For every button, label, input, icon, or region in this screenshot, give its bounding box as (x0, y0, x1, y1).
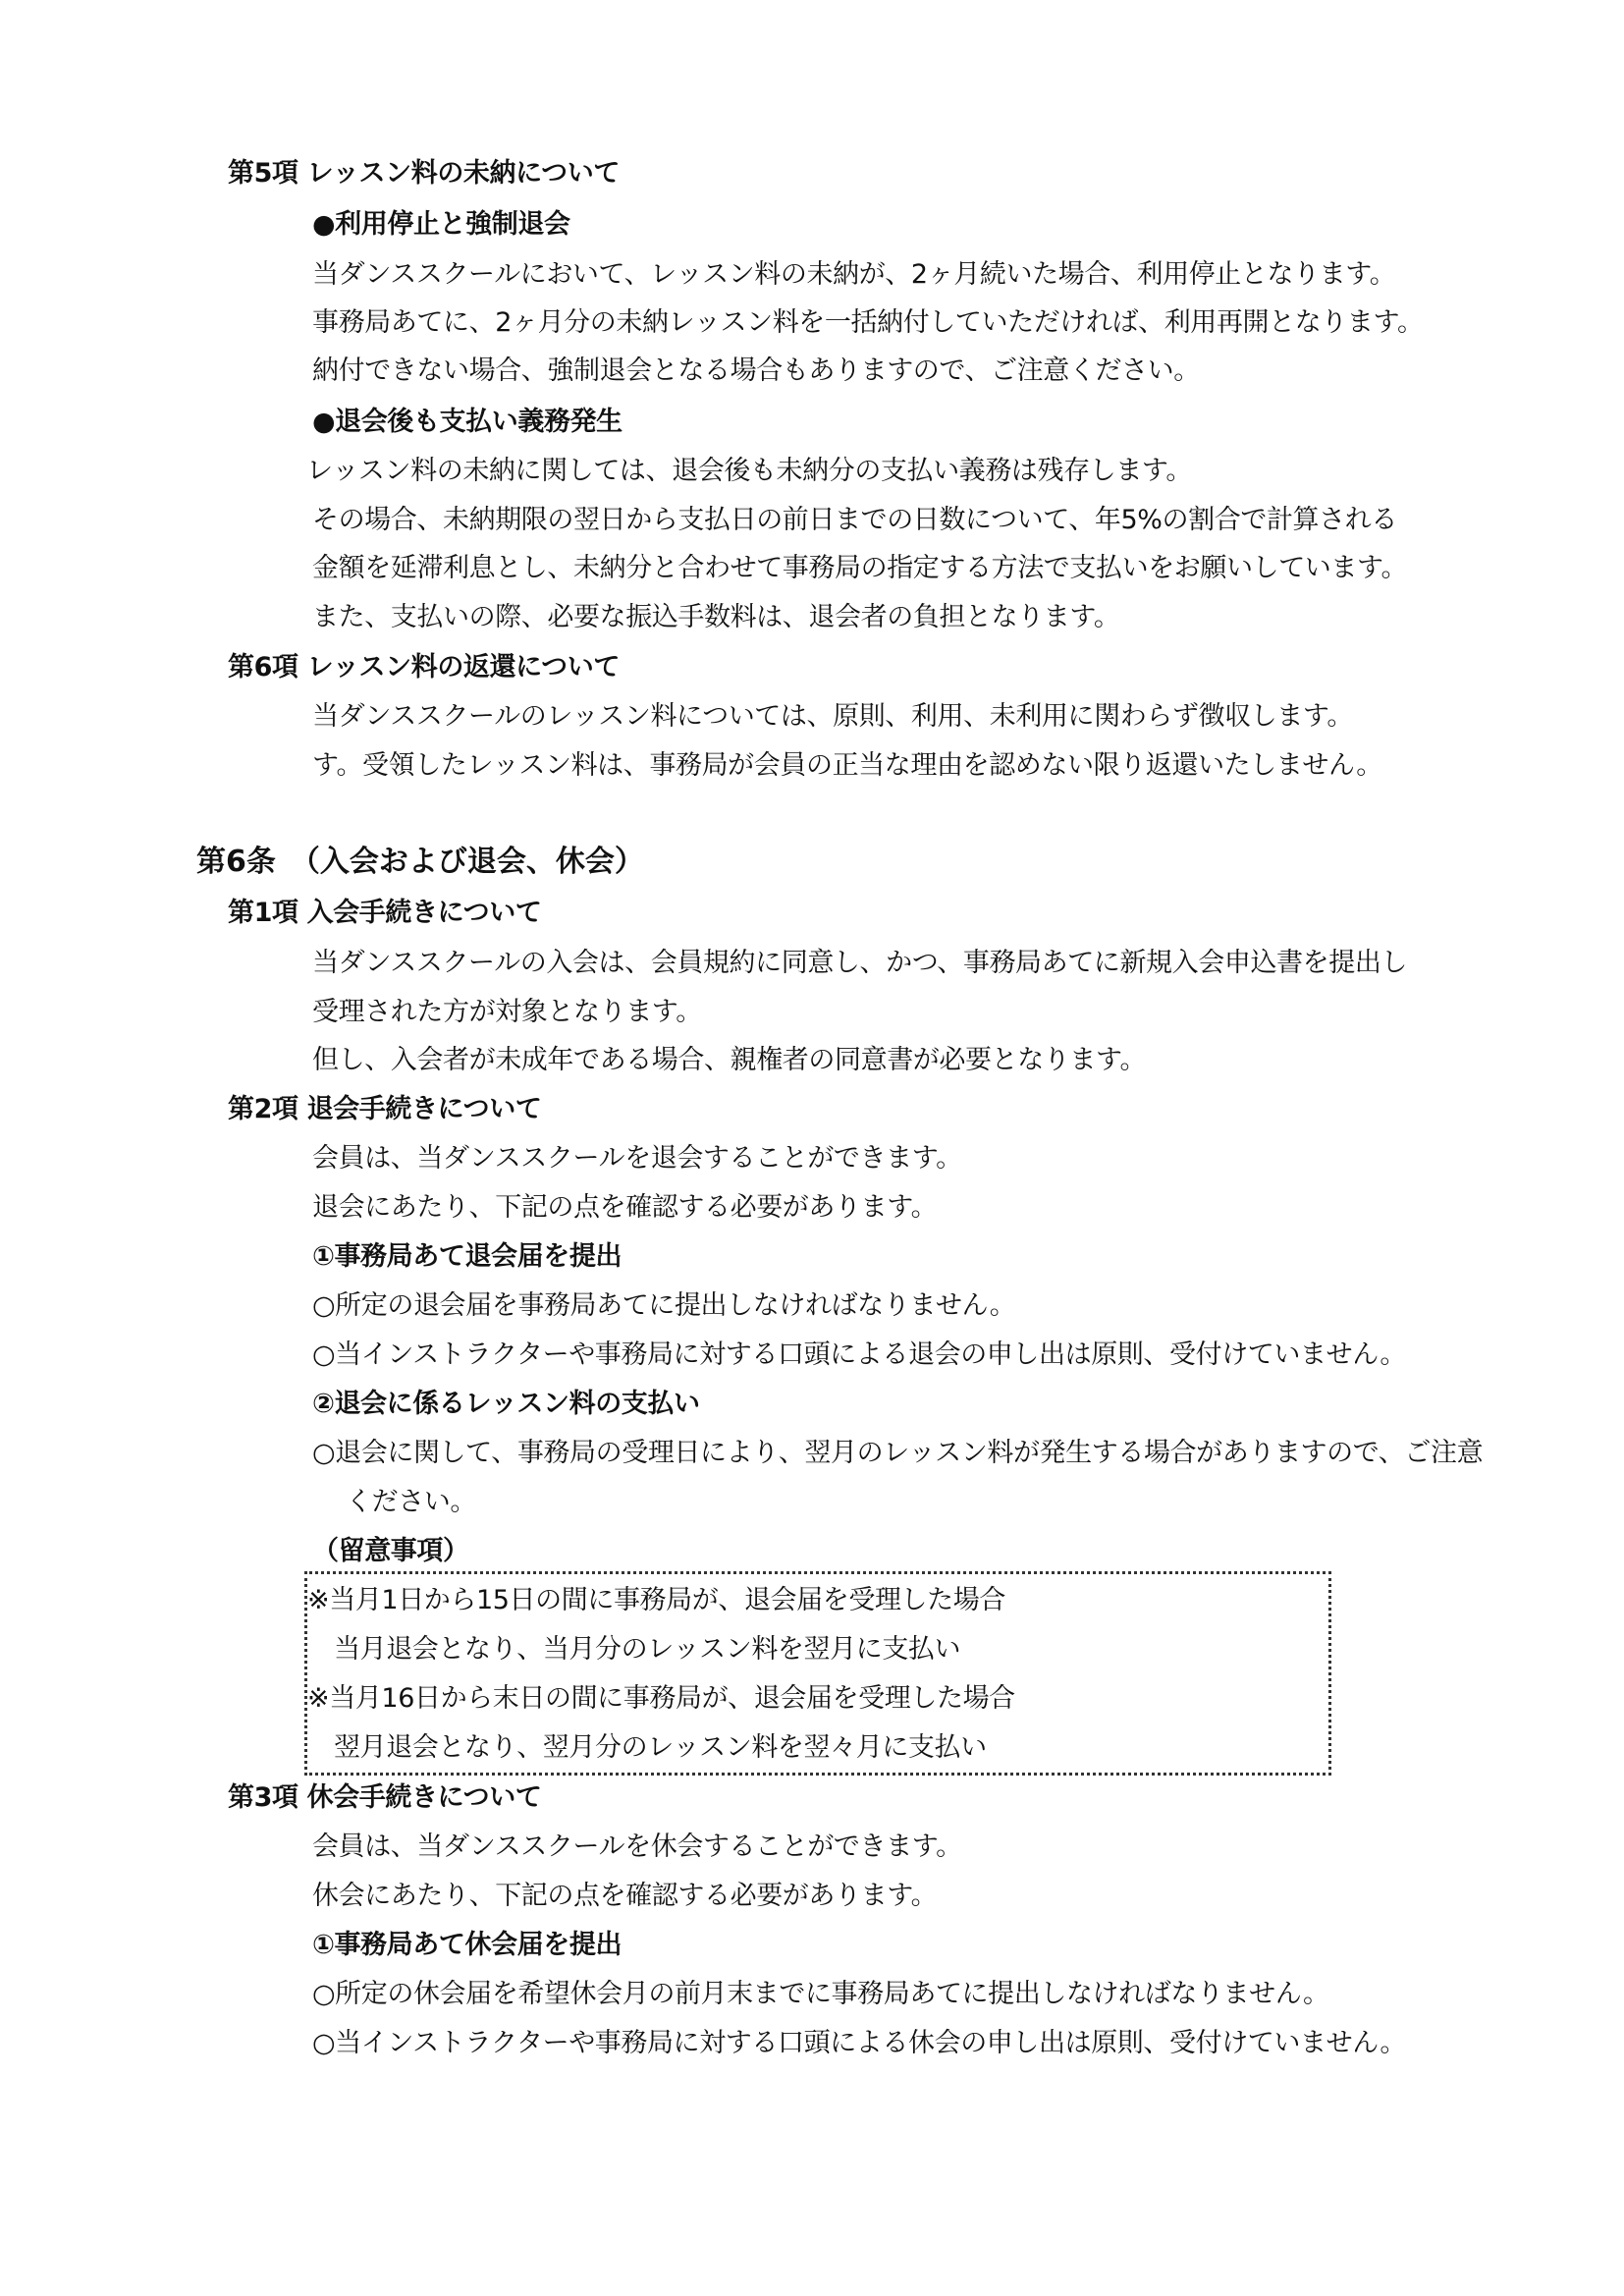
subsection-heading: ●利用停止と強制退会 (312, 209, 570, 240)
paragraph-line: 退会にあたり、下記の点を確認する必要があります。 (312, 1192, 938, 1223)
paragraph-line: 当ダンススクールの入会は、会員規約に同意し、かつ、事務局あてに新規入会申込書を提出し (312, 948, 1408, 978)
section-heading: 第5項 レッスン料の未納について (228, 158, 620, 189)
paragraph-line: 会員は、当ダンススクールを退会することができます。 (312, 1143, 962, 1174)
paragraph-line: 休会にあたり、下記の点を確認する必要があります。 (312, 1881, 938, 1911)
section-heading: 第1項 入会手続きについて (228, 898, 542, 928)
bullet-line: ○所定の休会届を希望休会月の前月末までに事務局あてに提出しなければなりません。 (312, 1979, 1329, 2009)
article-heading: 第6条 （入会および退会、休会） (196, 845, 644, 879)
paragraph-line: 事務局あてに、2ヶ月分の未納レッスン料を一括納付していただければ、利用再開となります。 (312, 307, 1424, 338)
paragraph-line: 当ダンススクールのレッスン料については、原則、利用、未利用に関わらず徴収します。 (312, 701, 1353, 732)
bullet-line: ○所定の退会届を事務局あてに提出しなければなりません。 (312, 1290, 1016, 1321)
notes-heading: （留意事項） (312, 1536, 469, 1566)
note-line: ※当月1日から15日の間に事務局が、退会届を受理した場合 (307, 1585, 1005, 1615)
note-line: 翌月退会となり、翌月分のレッスン料を翌々月に支払い (334, 1732, 987, 1763)
note-line: 当月退会となり、当月分のレッスン料を翌月に支払い (334, 1634, 961, 1665)
subsection-heading: ●退会後も支払い義務発生 (312, 407, 623, 437)
section-heading: 第6項 レッスン料の返還について (228, 652, 620, 683)
paragraph-line: 当ダンススクールにおいて、レッスン料の未納が、2ヶ月続いた場合、利用停止となります。 (312, 259, 1396, 290)
paragraph-line: 但し、入会者が未成年である場合、親権者の同意書が必要となります。 (312, 1045, 1147, 1075)
paragraph-line: 納付できない場合、強制退会となる場合もありますので、ご注意ください。 (312, 355, 1200, 386)
note-line: ※当月16日から末日の間に事務局が、退会届を受理した場合 (307, 1683, 1015, 1714)
paragraph-line: 会員は、当ダンススクールを休会することができます。 (312, 1831, 962, 1862)
section-heading: 第2項 退会手続きについて (228, 1094, 542, 1124)
paragraph-line: 金額を延滞利息とし、未納分と合わせて事務局の指定する方法で支払いをお願いしています。 (312, 553, 1408, 583)
paragraph-line: その場合、未納期限の翌日から支払日の前日までの日数について、年5%の割合で計算される (312, 505, 1397, 535)
bullet-line: ○退会に関して、事務局の受理日により、翌月のレッスン料が発生する場合がありますので、ご注意 (312, 1438, 1484, 1468)
bullet-line: ○当インストラクターや事務局に対する口頭による退会の申し出は原則、受付けていません。 (312, 1339, 1407, 1370)
paragraph-line: す。受領したレッスン料は、事務局が会員の正当な理由を認めない限り返還いたしません。 (312, 750, 1382, 781)
paragraph-line: また、支払いの際、必要な振込手数料は、退会者の負担となります。 (312, 602, 1120, 632)
bullet-line-continued: ください。 (346, 1487, 476, 1517)
item-heading: ②退会に係るレッスン料の支払い (312, 1389, 700, 1419)
item-heading: ①事務局あて退会届を提出 (312, 1241, 623, 1272)
item-heading: ①事務局あて休会届を提出 (312, 1930, 623, 1960)
bullet-line: ○当インストラクターや事務局に対する口頭による休会の申し出は原則、受付けていません。 (312, 2028, 1407, 2058)
paragraph-line: 受理された方が対象となります。 (312, 997, 702, 1027)
section-heading: 第3項 休会手続きについて (228, 1782, 542, 1813)
paragraph-line: レッスン料の未納に関しては、退会後も未納分の支払い義務は残存します。 (306, 456, 1192, 486)
